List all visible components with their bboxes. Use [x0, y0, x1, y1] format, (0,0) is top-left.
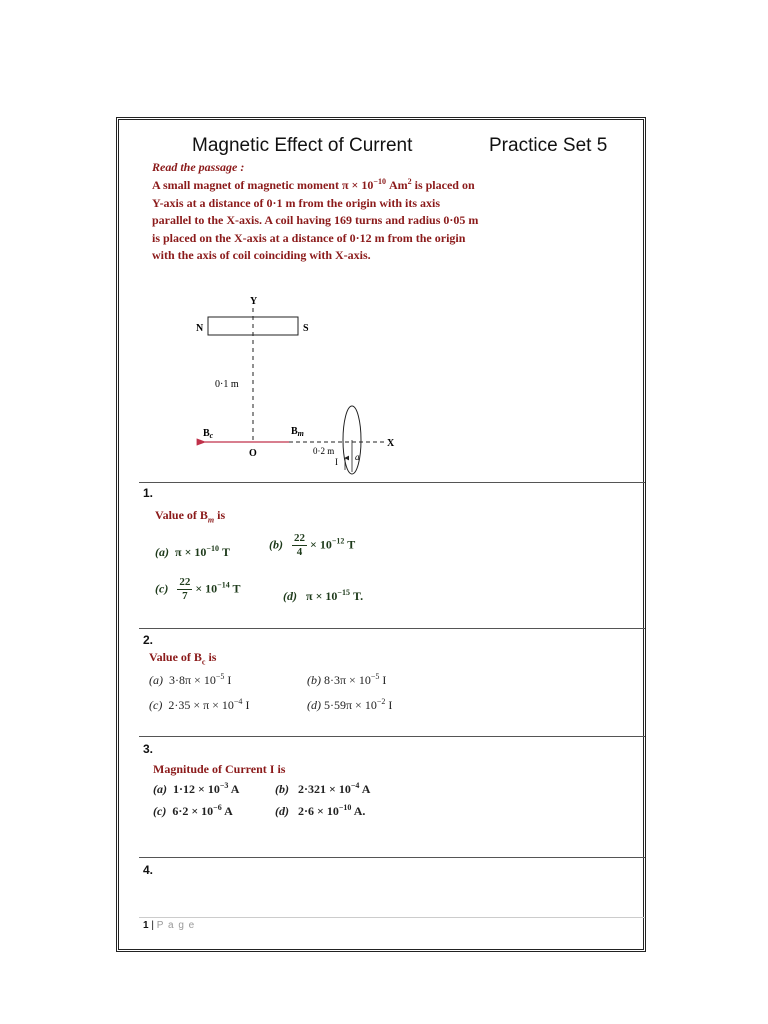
- divider-3: [139, 736, 645, 737]
- question-3-option-d: (d) $2\cdot 6 \times 10^{-10}$ A.: [275, 803, 366, 818]
- bm-label: $B_m$: [291, 426, 304, 438]
- magnet-coil-diagram: [119, 290, 643, 480]
- x-distance-label: 0·2 m: [313, 446, 335, 456]
- question-3-option-a: (a) $1\cdot 12 \times 10^{-3}$ A: [153, 781, 240, 796]
- divider-1: [139, 482, 645, 483]
- divider-2: [139, 628, 645, 629]
- question-1-option-a: (a) $\pi \times 10^{-10}$ T: [155, 544, 230, 559]
- radius-label: a: [355, 452, 360, 462]
- question-1-option-c: (c) $\frac{22}{7}$ × $10^{-14}$ T: [155, 576, 241, 602]
- south-pole-label: S: [303, 323, 309, 334]
- question-1-option-d: (d) $\pi \times 10^{-15}$ T.: [283, 588, 364, 603]
- x-axis-label: X: [387, 438, 395, 449]
- question-1-text: Value of $B_m$ is: [155, 508, 226, 525]
- question-2-option-d: (d) $5\cdot 59\pi \times 10^{-2}$ I: [307, 697, 393, 712]
- page-footer: 1 | P a g e: [143, 920, 196, 931]
- question-2-text: Value of $B_c$ is: [149, 650, 217, 667]
- passage-text: A small magnet of magnetic moment $\pi \times 10^{-10}$ Am$^2$ is placed on Y-axis at a distance of 0·1 m from the origin with its axis parallel to the X-axis. A coil having 169 turns and radius 0·05 m is placed on the X-axis at a distance of 0·12 m from the origin with the axis of coil coinciding with X-axis.: [152, 177, 479, 263]
- page-title: Magnetic Effect of Current: [192, 135, 413, 156]
- question-2-option-b: (b) $8\cdot 3\pi \times 10^{-5}$ I: [307, 672, 387, 687]
- origin-label: O: [249, 448, 257, 459]
- question-2-option-a: (a) $3\cdot 8\pi \times 10^{-5}$ I: [149, 672, 232, 687]
- question-2-number: 2.: [143, 633, 154, 647]
- bc-label: $B_c$: [203, 428, 214, 440]
- question-1-option-b: (b) $\frac{22}{4}$ × $10^{-12}$ T: [269, 532, 356, 558]
- y-axis-label: Y: [250, 296, 258, 307]
- question-1-number: 1.: [143, 486, 154, 500]
- north-pole-label: N: [196, 323, 204, 334]
- page-frame: [116, 117, 646, 952]
- question-2-option-c: (c) $2\cdot 35 \times \pi \times 10^{-4}$ I: [149, 697, 250, 712]
- practice-set-label: Practice Set 5: [489, 135, 608, 156]
- question-4-number: 4.: [143, 863, 154, 877]
- question-3-option-c: (c) $6\cdot 2 \times 10^{-6}$ A: [153, 803, 233, 818]
- question-3-text: Magnitude of Current I is: [153, 762, 286, 776]
- divider-4: [139, 857, 645, 858]
- question-3-option-b: (b) $2\cdot 321 \times 10^{-4}$ A: [275, 781, 371, 796]
- question-3-number: 3.: [143, 742, 154, 756]
- footer-divider: [139, 917, 645, 918]
- current-label: I: [335, 457, 338, 467]
- passage-heading: Read the passage :: [152, 160, 245, 174]
- y-distance-label: 0·1 m: [215, 379, 239, 390]
